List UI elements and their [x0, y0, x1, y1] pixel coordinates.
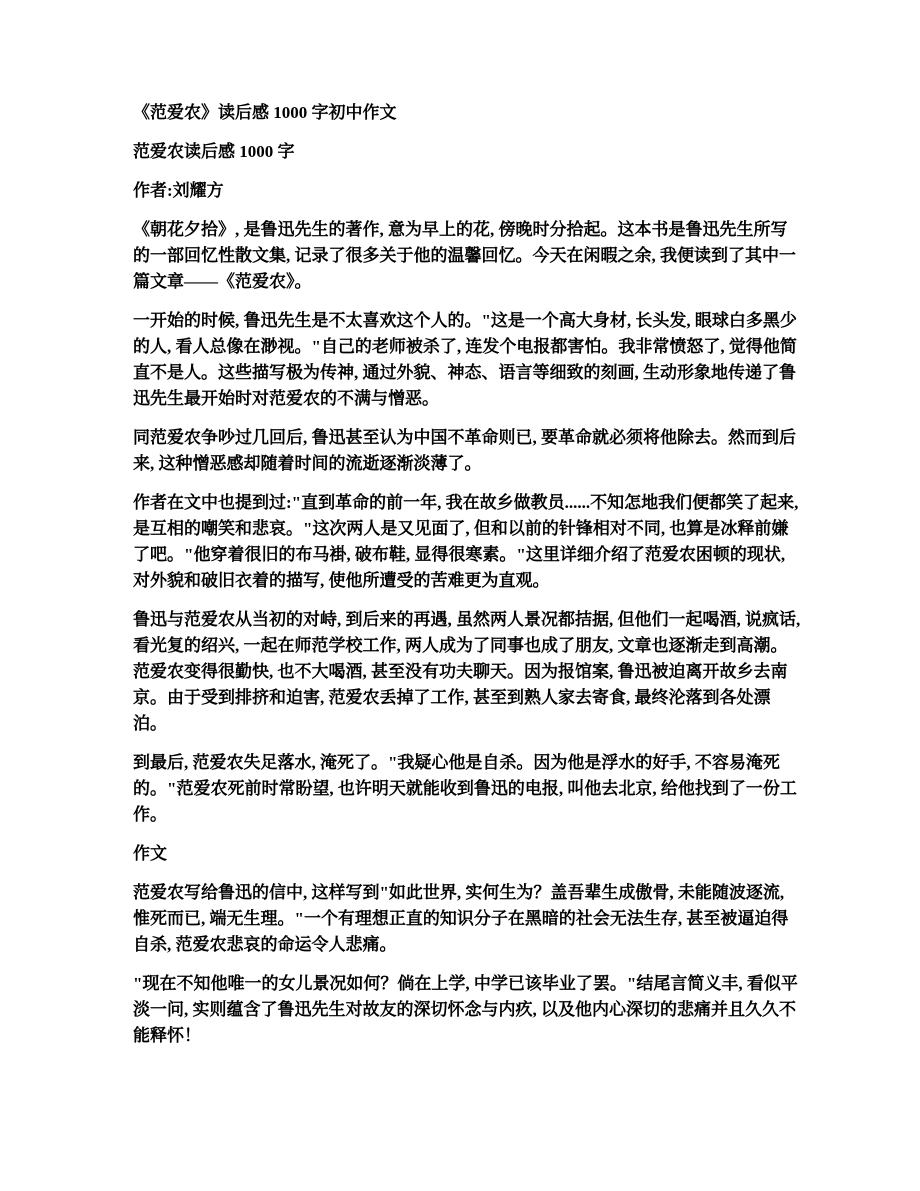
- document-content: [133, 0, 803, 1062]
- paragraph-intro-5: 鲁迅与范爱农从当初的对峙, 到后来的再遇, 虽然两人景况都拮据, 但他们一起喝酒, 说疯话, 看光复的绍兴, 一起在师范学校工作, 两人成为了同事也成了朋友, 文章也逐渐走到高潮。范爱农变得很勤快, 也不大喝酒, 甚至没有功夫聊天。因为报馆案, 鲁迅被迫离开故乡去南京。由于受到排挤和迫害, 范爱农丢掉了工作, 甚至到熟人家去寄食, 最终沦落到各处漂泊。: [133, 610, 801, 733]
- paragraph-intro-2: 一开始的时候, 鲁迅先生是不太喜欢这个人的。"这是一个高大身材, 长头发, 眼球白多黑少的人, 看人总像在渺视。"自己的老师被杀了, 连发个电报都害怕。我非常愤怒了, 觉得他简直不是人。这些描写极为传神, 通过外貌、神态、语言等细致的刻画, 生动形象地传递了鲁迅先生最开始时对范爱农的不满与憎恶。: [133, 311, 797, 408]
- paragraph-comment-2: "现在不知他唯一的女儿景况如何？倘在上学, 中学已该毕业了罢。"结尾言简义丰, 看似平淡一问, 实则蕴含了鲁迅先生对故友的深切怀念与内疚, 以及他内心深切的悲痛并且久久不能释怀！: [133, 974, 798, 1045]
- paragraph-comment-1: 范爱农写给鲁迅的信中, 这样写到"如此世界, 实何生为？盖吾辈生成傲骨, 未能随波逐流, 惟死而已, 端无生理。"一个有理想正直的知识分子在黑暗的社会无法生存, 甚至被逼迫得自杀, 范爱农悲哀的命运令人悲痛。: [133, 883, 789, 954]
- author-line: 作者:刘耀方: [133, 181, 224, 200]
- document-title: 《范爱农》读后感 1000 字初中作文: [133, 103, 397, 122]
- paragraph-intro-4: 作者在文中也提到过:"直到革命的前一年, 我在故乡做教员......不知怎地我们便都笑了起来, 是互相的嘲笑和悲哀。"这次两人是又见面了, 但和以前的针锋相对不同, 也算是冰释前嫌了吧。"他穿着很旧的布马褂, 破布鞋, 显得很寒素。"这里详细介绍了范爱农困顿的现状, 对外貌和破旧衣着的描写, 使他所遭受的苦难更为直观。: [133, 493, 799, 590]
- document-subtitle: 范爱农读后感 1000 字: [133, 142, 295, 161]
- paragraph-intro-6: 到最后, 范爱农失足落水, 淹死了。"我疑心他是自杀。因为他是浮水的好手, 不容易淹死的。"范爱农死前时常盼望, 也许明天就能收到鲁迅的电报, 叫他去北京, 给他找到了一份工作。: [133, 753, 797, 824]
- paragraph-intro-1: 《朝花夕拾》, 是鲁迅先生的著作, 意为早上的花, 傍晚时分拾起。这本书是鲁迅先生所写的一部回忆性散文集, 记录了很多关于他的温馨回忆。今天在闲暇之余, 我便读到了其中一篇文章——《范爱农》。: [133, 220, 796, 291]
- paragraph-intro-3: 同范爱农争吵过几回后, 鲁迅甚至认为中国不革命则已, 要革命就必须将他除去。然而到后来, 这种憎恶感却随着时间的流逝逐渐淡薄了。: [133, 428, 796, 473]
- section-heading: 作文: [133, 844, 167, 863]
